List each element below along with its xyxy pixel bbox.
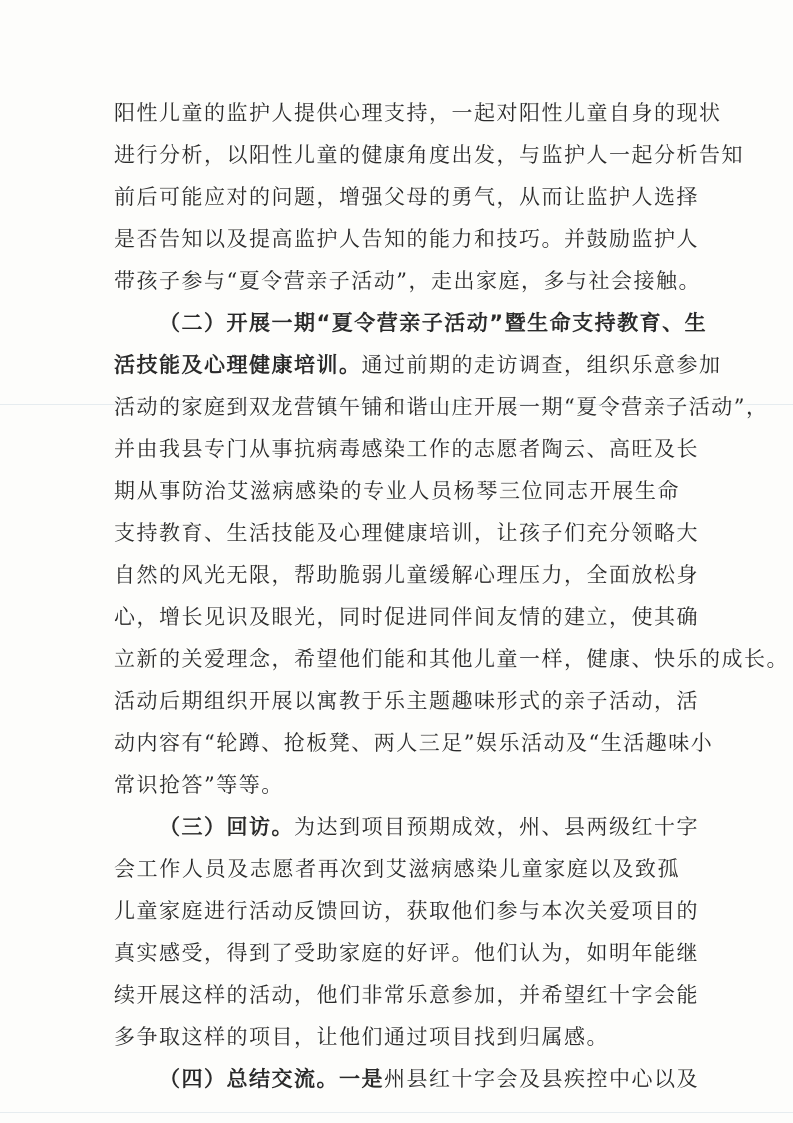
text-line: 并由我县专门从事抗病毒感染工作的志愿者陶云、高旺及长 — [114, 437, 699, 461]
text-line: 多争取这样的项目，让他们通过项目找到归属感。 — [114, 1025, 609, 1049]
text-line: 是否告知以及提高监护人告知的能力和技巧。并鼓励监护人 — [114, 227, 699, 251]
paragraph-4 — [114, 1058, 699, 1100]
document-body — [114, 92, 789, 1100]
text-line-rest: 为达到项目预期成效，州、县两级红十字 — [294, 815, 699, 839]
text-line: 活动后期组织开展以寓教于乐主题趣味形式的亲子活动，活 — [114, 689, 699, 713]
text-line: 心，增长见识及眼光，同时促进同伴间友情的建立，使其确 — [114, 605, 699, 629]
text-line — [114, 344, 722, 386]
text-line: 支持教育、生活技能及心理健康培训，让孩子们充分领略大 — [114, 521, 699, 545]
text-line: 动内容有“轮蹲、抢板凳、两人三足”娱乐活动及“生活趣味小 — [114, 731, 714, 755]
text-line: 前后可能应对的问题，增强父母的勇气，从而让监护人选择 — [114, 185, 699, 209]
text-line: 会工作人员及志愿者再次到艾滋病感染儿童家庭以及致孤 — [114, 857, 680, 881]
text-line: 真实感受，得到了受助家庭的好评。他们认为，如明年能继 — [114, 941, 699, 965]
section-heading-cont: 活技能及心理健康培训。 — [114, 353, 362, 377]
text-line: 续开展这样的活动，他们非常乐意参加，并希望红十字会能 — [114, 983, 699, 1007]
scan-artifact-line — [0, 1112, 793, 1113]
text-line: 自然的风光无限，帮助脆弱儿童缓解心理压力，全面放松身 — [114, 563, 699, 587]
text-line: 儿童家庭进行活动反馈回访，获取他们参与本次关爱项目的 — [114, 899, 699, 923]
text-line: 阳性儿童的监护人提供心理支持，一起对阳性儿童自身的现状 — [114, 101, 722, 125]
paragraph-3 — [114, 806, 699, 1058]
paragraph-1 — [114, 92, 744, 302]
text-line: 常识抢答”等等。 — [114, 773, 284, 797]
text-line: 进行分析，以阳性儿童的健康角度出发，与监护人一起分析告知 — [114, 143, 744, 167]
text-line-rest: 州县红十字会及县疾控中心以及 — [384, 1067, 699, 1091]
text-line — [114, 806, 699, 848]
section-heading: （四）总结交流。 — [159, 1067, 339, 1091]
sub-heading: 一是 — [339, 1067, 384, 1091]
text-line: 立新的关爱理念，希望他们能和其他儿童一样，健康、快乐的成长。 — [114, 647, 789, 671]
paragraph-2 — [114, 302, 789, 806]
section-heading: （二）开展一期“夏令营亲子活动”暨生命支持教育、生 — [159, 311, 708, 335]
text-line: 活动的家庭到双龙营镇午铺和谐山庄开展一期“夏令营亲子活动”， — [114, 395, 769, 419]
text-line: 期从事防治艾滋病感染的专业人员杨琴三位同志开展生命 — [114, 479, 680, 503]
section-heading: （三）回访。 — [159, 815, 294, 839]
text-line-rest: 通过前期的走访调查，组织乐意参加 — [361, 353, 722, 377]
text-line: 带孩子参与“夏令营亲子活动”，走出家庭，多与社会接触。 — [114, 269, 701, 293]
text-line — [114, 1058, 699, 1100]
